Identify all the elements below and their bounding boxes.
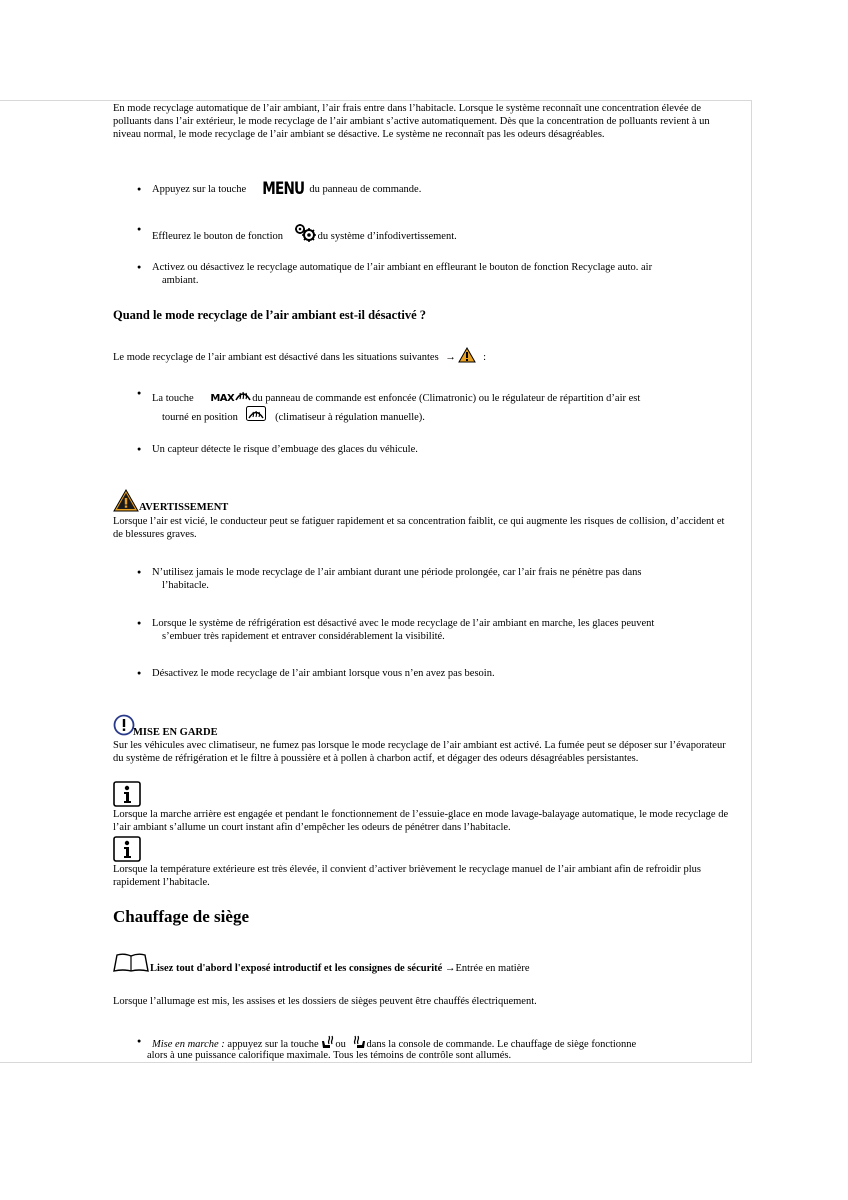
off-condition-1-line-2: [162, 406, 425, 424]
defrost-icon: [246, 406, 266, 421]
step-2-text-b: du système d’infodivertissement.: [317, 231, 457, 242]
read-first-text: Lisez tout d'abord l'exposé introductif et les consignes de sécurité: [150, 963, 443, 974]
book-icon: [113, 953, 149, 973]
bullet-dot: ●: [137, 263, 142, 271]
step-2: [137, 223, 737, 243]
warning-bullet-2: [137, 617, 737, 643]
recirculation-off-intro: [113, 347, 735, 364]
step-3-text-b: ambiant.: [162, 275, 199, 286]
info-icon: [113, 781, 141, 807]
bullet-dot: ●: [137, 568, 142, 576]
warning-bullet-1: [137, 566, 737, 592]
off-condition-1: [137, 387, 737, 405]
bullet-dot: ●: [137, 445, 142, 453]
info-2-text: Lorsque la température extérieure est très élevée, il convient d’activer brièvement le recyclage manuel de l’air ambiant afin de refroidir plus rapidement l’habitacle.: [113, 864, 702, 888]
bullet-dot: ●: [137, 225, 142, 233]
section-heading-seat-heating: Chauffage de siège: [113, 907, 249, 926]
seat-bullet-1-text-a: appuyez sur la touche: [227, 1039, 319, 1050]
bullet-dot: ●: [137, 619, 142, 627]
off-condition-1-text-b: du panneau de commande est enfoncée (Climatronic) ou le régulateur de répartition d’air est: [252, 393, 641, 404]
warning-bullet-3-text: Désactivez le mode recyclage de l’air ambiant lorsque vous n’en avez pas besoin.: [152, 668, 495, 679]
warning-triangle-icon[interactable]: [458, 347, 476, 363]
seat-bullet-1-label: Mise en marche :: [152, 1039, 225, 1050]
warning-triangle-icon: [113, 489, 139, 512]
caution-circle-icon: [113, 714, 135, 736]
step-1-text-b: du panneau de commande.: [309, 184, 422, 195]
caution-title: MISE EN GARDE: [133, 727, 218, 738]
seat-bullet-1-or: ou: [335, 1039, 346, 1050]
bullet-dot: ●: [137, 1037, 142, 1045]
max-defrost-key-icon: [210, 393, 252, 404]
off-condition-1-text-a: La touche: [152, 393, 194, 404]
reference-arrow: →: [445, 352, 456, 363]
page-frame-right: [751, 100, 752, 1062]
seat-heat-left-icon: [321, 1035, 335, 1049]
warning-bullet-1-text-a: N’utilisez jamais le mode recyclage de l’air ambiant durant une période prolongée, car l’air frais ne pénètre pas dans: [152, 567, 642, 578]
seat-bullet-1-line-2: alors à une puissance calorifique maximale. Tous les témoins de contrôle sont allumés.: [147, 1050, 512, 1061]
seat-heat-right-icon: [352, 1035, 366, 1049]
info-icon: [113, 836, 141, 862]
bullet-dot: ●: [137, 185, 142, 193]
step-1: [137, 179, 737, 199]
warning-bullet-2-text-b: s’embuer très rapidement et entraver considérablement la visibilité.: [162, 631, 445, 642]
seat-heating-intro: Lorsque l’allumage est mis, les assises et les dossiers de sièges peuvent être chauffés électriquement.: [113, 996, 537, 1007]
reference-arrow: →: [444, 963, 456, 974]
recirculation-off-intro-text: Le mode recyclage de l’air ambiant est désactivé dans les situations suivantes: [113, 352, 439, 363]
intro-paragraph: En mode recyclage automatique de l’air ambiant, l’air frais entre dans l’habitacle. Lorsque le système reconnaît une concentration élevée de polluants dans l’air extérieur, le mode recyclage de l’air ambiant s’active automatiquement. Dès que la concentration de polluants revient à un niveau normal, le mode recyclage de l’air ambiant se désactive. Le système ne reconnaît pas les odeurs désagréables.: [113, 103, 710, 140]
off-condition-1-text-c: tourné en position: [162, 412, 238, 423]
caution-text: Sur les véhicules avec climatiseur, ne fumez pas lorsque le mode recyclage de l’air ambiant est activé. La fumée peut se déposer sur l’évaporateur du système de réfrigération et le filtre à poussière et à pollen à charbon actif, et dégager des odeurs désagréables persistantes.: [113, 740, 726, 764]
step-3: [137, 261, 737, 287]
read-first-link[interactable]: Entrée en matière: [455, 963, 530, 974]
warning-bullet-2-text-a: Lorsque le système de réfrigération est désactivé avec le mode recyclage de l’air ambiant en marche, les glaces peuvent: [152, 618, 655, 629]
warning-bullet-3: [137, 667, 737, 680]
warning-bullet-1-text-b: l’habitacle.: [162, 580, 209, 591]
seat-bullet-1-text-b: dans la console de commande. Le chauffage de siège fonctionne: [366, 1039, 637, 1050]
colon: :: [483, 352, 486, 363]
max-key-label: MAX: [210, 393, 235, 404]
off-condition-2: [137, 443, 737, 456]
warning-title: AVERTISSEMENT: [139, 502, 229, 513]
off-condition-2-text: Un capteur détecte le risque d’embuage des glaces du véhicule.: [152, 444, 418, 455]
off-condition-1-text-d: (climatiseur à régulation manuelle).: [275, 412, 425, 423]
step-3-text-a: Activez ou désactivez le recyclage automatique de l’air ambiant en effleurant le bouton de fonction Recyclage auto. air: [152, 262, 653, 273]
bullet-dot: ●: [137, 669, 142, 677]
section-heading-recirculation-off: Quand le mode recyclage de l’air ambiant est-il désactivé ?: [113, 308, 427, 322]
step-2-text-a: Effleurez le bouton de fonction: [152, 231, 284, 242]
warning-text: Lorsque l’air est vicié, le conducteur peut se fatiguer rapidement et sa concentration faiblit, ce qui augmente les risques de collision, d’accident et de blessures graves.: [113, 516, 725, 540]
bullet-dot: ●: [137, 389, 142, 397]
read-first-line: [150, 962, 530, 975]
page-frame-bottom: [0, 1062, 752, 1063]
info-1-text: Lorsque la marche arrière est engagée et pendant le fonctionnement de l’essuie-glace en mode lavage-balayage automatique, le mode recyclage de l’air ambiant s’allume un court instant afin d’empêcher les odeurs de pénétrer dans l’habitacle.: [113, 809, 729, 833]
settings-gears-icon: [292, 223, 318, 243]
menu-key-icon: MENU: [262, 179, 305, 199]
step-1-text-a: Appuyez sur la touche: [152, 184, 247, 195]
page-frame-top: [0, 100, 752, 101]
